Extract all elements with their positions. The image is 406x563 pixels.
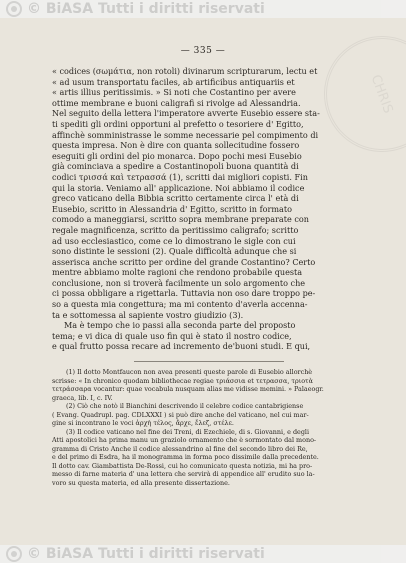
text-line: questa impresa. Non è dire con quanta sollecitudine fossero: [52, 140, 300, 151]
watermark-top: [0, 0, 406, 18]
text-line: greco vaticano della Bibbia scritto certamente circa l' età di: [52, 193, 299, 204]
text-line: già cominciava a spedire a Costantinopoli buona quantità di: [52, 161, 299, 172]
footnote-line: Atti apostolici ha prima manu un graziolo ornamento che è sormontato dal mono-: [52, 436, 317, 445]
footnote-line: gine si incontrano le voci ἀρχὴ τέλος, ἄρχε, ἔλεζ, στέλε.: [52, 419, 234, 428]
text-line: Ma è tempo che io passi alla seconda parte del proposto: [64, 320, 296, 331]
text-line: ci possa obbligare a rigettarla. Tuttavia non oso dare troppo pe-: [52, 288, 316, 299]
text-line: ad uso ecclesiastico, come ce lo dimostrano le sigle con cui: [52, 235, 296, 246]
text-line: conclusione, non si troverà facilmente un solo argomento che: [52, 277, 306, 288]
watermark-bottom-text: © BiASA Tutti i diritti riservati: [27, 546, 265, 562]
footnotes: [52, 368, 366, 487]
biasa-logo-icon: [6, 546, 22, 562]
text-line: qui la storia. Veniamo all' applicazione. Noi abbiamo il codice: [52, 182, 305, 193]
footnote-divider: [134, 361, 284, 362]
text-line: asserisca anche scritto per ordine del grande Costantino? Certo: [52, 256, 316, 267]
footnote-line: (2) Ciò che notò il Bianchini descrivendo il celebre codice cantabrigiense: [66, 402, 304, 411]
text-line: ta e sottomessa al sapiente vostro giudizio (3).: [52, 309, 244, 320]
footnote-line: graeca, lib. I, c. IV.: [52, 393, 113, 402]
side-watermark-text: CHRIS: [368, 72, 396, 116]
text-line: codici τρισσά καὶ τετρασσά (1), scritti dai migliori copisti. Fin: [52, 171, 308, 182]
text-line: e qual frutto possa recare ad incremento de'buoni studi. E qui,: [52, 341, 311, 352]
text-line: sono distinte le sessioni (2). Quale difficoltà adunque che si: [52, 246, 297, 257]
footnote-line: voro su questa materia, ed alla presente dissertazione.: [52, 478, 230, 487]
text-line: regale magnificenza, scritto da peritissimo caligrafo; scritto: [52, 224, 299, 235]
text-line: mentre abbiamo molte ragioni che rendono probabile questa: [52, 267, 303, 278]
footnote-line: (3) Il codice vaticano nel fine dei Treni, di Ezechiele, di s. Giovanni, e degli: [66, 427, 310, 436]
text-line: ti spediti gli ordini opportuni al prefetto o tesoriere d' Egitto,: [52, 118, 304, 129]
text-line: eseguiti gli ordini del pio monarca. Dopo pochi mesi Eusebio: [52, 150, 302, 161]
footnote-line: messo di farne materia d' una lettera che servirà di appendice all' erudito suo la-: [52, 470, 315, 479]
text-line: so a questa mia congettura; ma mi contento d'averla accenna-: [52, 299, 308, 310]
text-line: « ad usum transportatu faciles, ab artificibus antiquariis et: [52, 76, 295, 87]
watermark-top-text: © BiASA Tutti i diritti riservati: [27, 1, 265, 17]
footnote-line: e del primo di Esdra, ha il monogramma in forma poco dissimile dalla precedente.: [52, 453, 319, 462]
page-number: — 335 —: [180, 46, 226, 56]
page-body: [52, 66, 366, 487]
footnote-line: Il dotto cav. Giambattista De-Rossi, cui ho comunicato questa notizia, mi ha pro-: [52, 461, 313, 470]
watermark-bottom: [0, 545, 406, 563]
text-line: « codices (σωμάτια, non rotoli) divinarum scripturarum, lectu et: [52, 66, 318, 76]
footnote-line: gramma di Cristo Anche il codice alessandrino al fine del secondo libro dei Re,: [52, 444, 308, 453]
text-line: « artis illius peritissimis. » Si noti che Costantino per avere: [52, 87, 296, 98]
footnote-line: τετράσσαρα vocantur: quae vocabula nusquam alias me vidisse memini. » Palaeogr.: [52, 385, 324, 394]
text-line: ottime membrane e buoni caligrafi si rivolge ad Alessandria.: [52, 97, 301, 108]
text-line: comodo a maneggiarsi, scritto sopra membrane preparate con: [52, 214, 309, 225]
text-line: tema; e vi dica di quale uso fin qui è stato il nostro codice,: [52, 330, 292, 341]
text-line: Eusebio, scritto in Alessandria d' Egitto, scritto in formato: [52, 203, 292, 214]
footnote-line: ( Evang. Quadrupl. pag. CDLXXXI ) si può dire anche del vaticano, nel cui mar-: [52, 410, 309, 419]
text-line: affinchè somministrasse le somme necessarie pel compimento di: [52, 129, 319, 140]
footnote-line: scrisse: « In chronico quodam bibliothecae regiae τριάσσια et τετρασσα, τριοτὰ: [52, 376, 313, 385]
body-text: [52, 66, 366, 352]
text-line: Nel seguito della lettera l'imperatore avverte Eusebio essere sta-: [52, 108, 320, 119]
biasa-logo-icon: [6, 1, 22, 17]
footnote-line: (1) Il dotto Montfaucon non avea presenti queste parole di Eusebio allorchè: [66, 368, 313, 377]
